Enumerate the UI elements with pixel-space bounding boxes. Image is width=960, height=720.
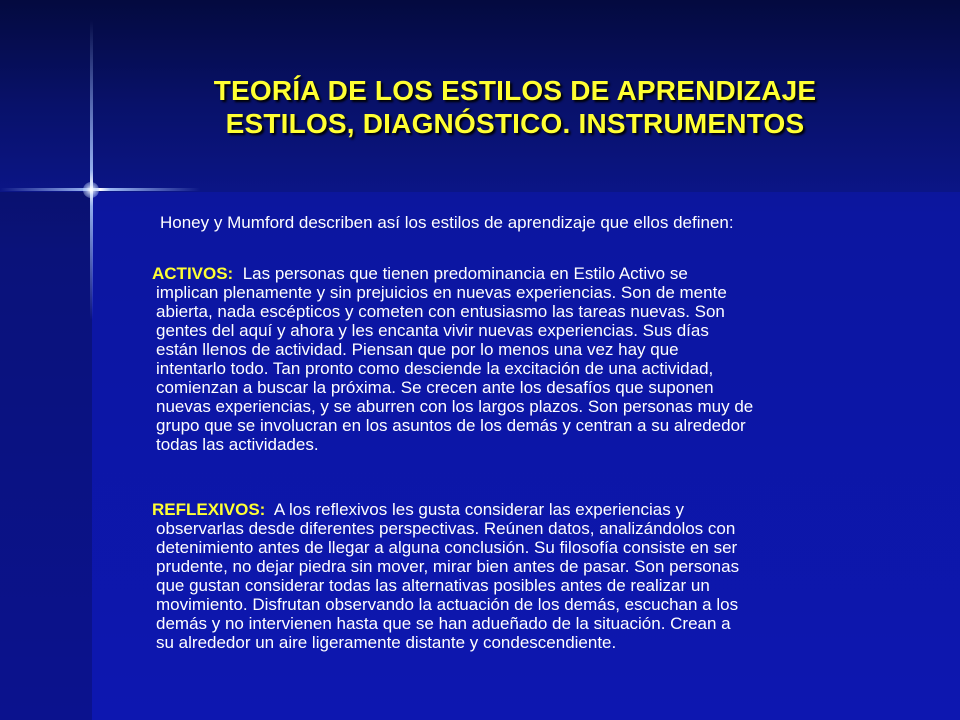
body-line: comienzan a buscar la próxima. Se crecen ante los desafíos que suponen: [156, 378, 714, 397]
body-line: intentarlo todo. Tan pronto como desciende la excitación de una actividad,: [156, 359, 714, 378]
body-line: grupo que se involucran en los asuntos de los demás y centran a su alrededor: [156, 416, 746, 435]
body-line: detenimiento antes de llegar a alguna conclusión. Su filosofía consiste en ser: [156, 538, 738, 557]
body-line: su alrededor un aire ligeramente distante y condescendiente.: [156, 633, 617, 652]
body-line: demás y no intervienen hasta que se han adueñado de la situación. Crean a: [156, 614, 731, 633]
sparkle-icon: [83, 182, 99, 198]
slide-title: [100, 74, 930, 140]
section-activos: [152, 264, 916, 454]
body-line: que gustan considerar todas las alternativas posibles antes de realizar un: [156, 576, 710, 595]
intro-text: Honey y Mumford describen así los estilos de aprendizaje que ellos definen:: [160, 213, 734, 232]
body-line: gentes del aquí y ahora y les encanta vivir nuevas experiencias. Sus días: [156, 321, 709, 340]
body-line: A los reflexivos les gusta considerar las experiencias y: [273, 500, 684, 519]
title-line-1: TEORÍA DE LOS ESTILOS DE APRENDIZAJE: [213, 75, 817, 106]
body-line: todas las actividades.: [156, 435, 319, 454]
body-line: abierta, nada escépticos y cometen con entusiasmo las tareas nuevas. Son: [156, 302, 725, 321]
body-line: prudente, no dejar piedra sin mover, mirar bien antes de pasar. Son personas: [156, 557, 740, 576]
section-first-line: [152, 500, 916, 519]
body-line: implican plenamente y sin prejuicios en nuevas experiencias. Son de mente: [156, 283, 727, 302]
section-first-line: [152, 264, 916, 283]
body-line: están llenos de actividad. Piensan que por lo menos una vez hay que: [156, 340, 679, 359]
section-label: REFLEXIVOS:: [152, 500, 266, 519]
section-reflexivos: [152, 500, 916, 652]
body-line: Las personas que tienen predominancia en Estilo Activo se: [242, 264, 688, 283]
sparkle-vertical-ray: [90, 20, 93, 320]
body-line: movimiento. Disfrutan observando la actuación de los demás, escuchan a los: [156, 595, 739, 614]
section-label: ACTIVOS:: [152, 264, 234, 283]
body-line: nuevas experiencias, y se aburren con los largos plazos. Son personas muy de: [156, 397, 754, 416]
title-line-2: ESTILOS, DIAGNÓSTICO. INSTRUMENTOS: [225, 108, 805, 139]
sparkle-horizontal-ray: [0, 188, 200, 191]
body-line: observarlas desde diferentes perspectivas. Reúnen datos, analizándolos con: [156, 519, 736, 538]
